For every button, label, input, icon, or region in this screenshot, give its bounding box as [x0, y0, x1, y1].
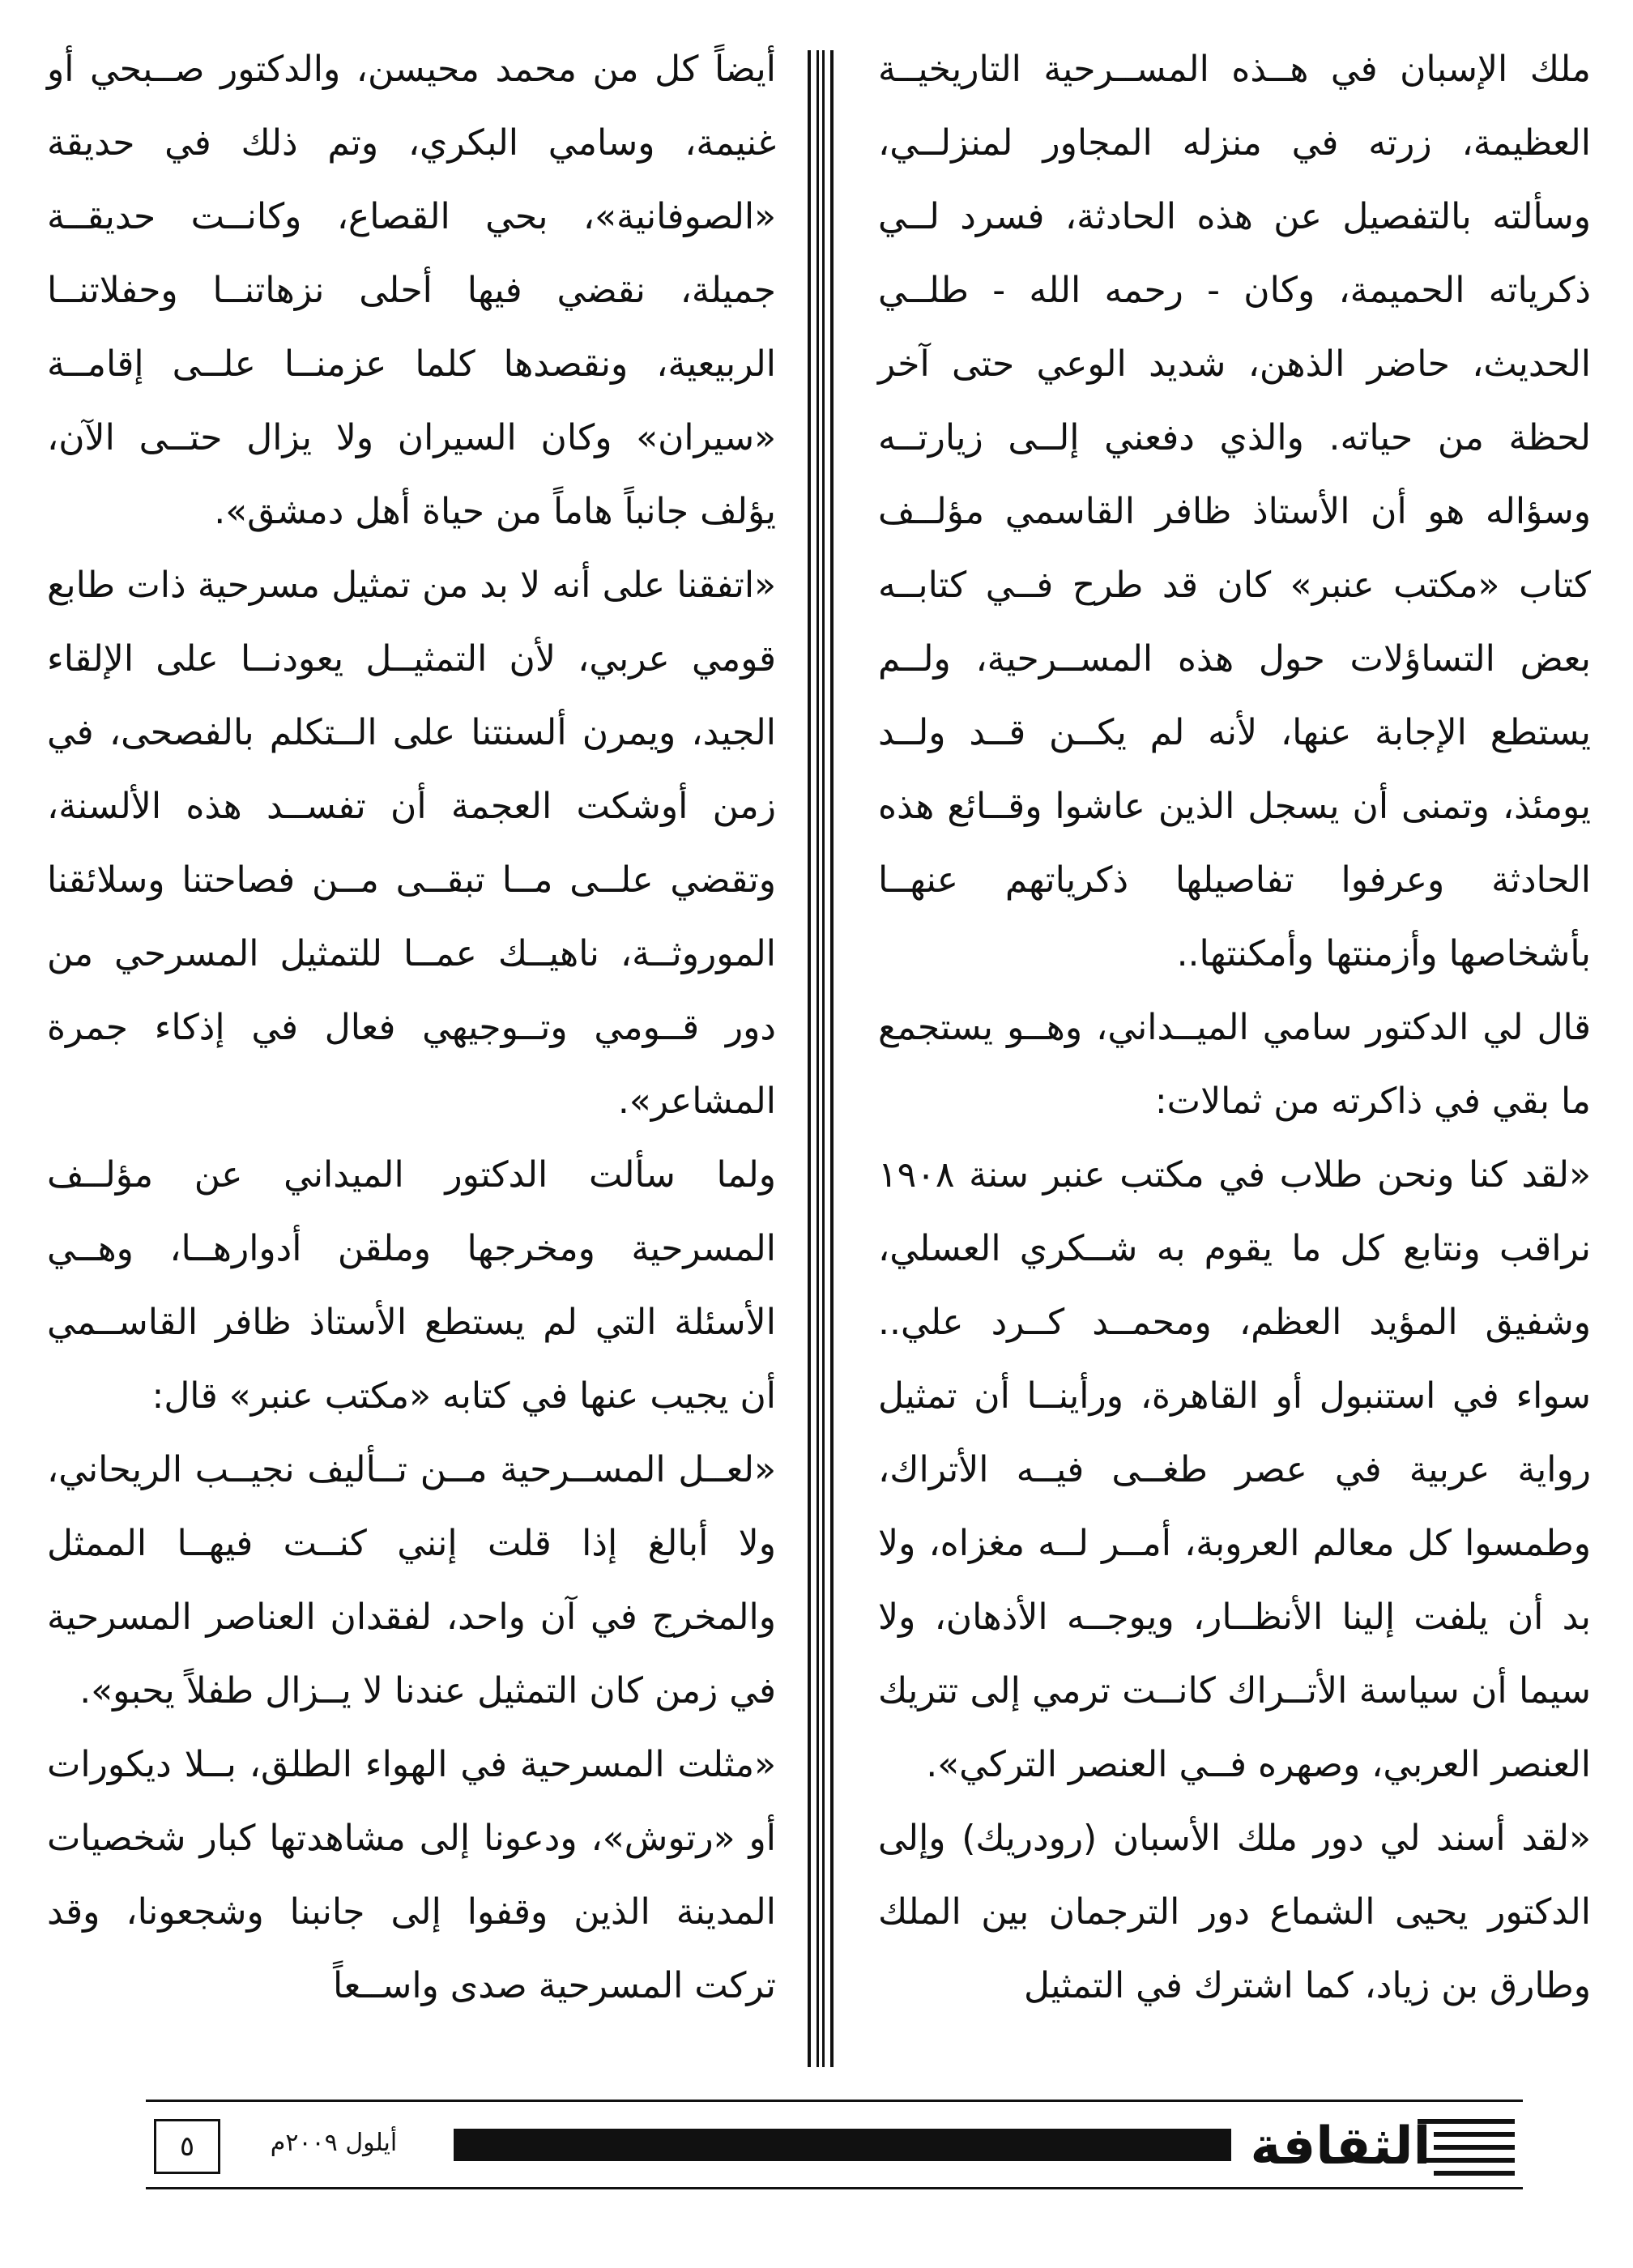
- footer-black-bar: [454, 2129, 1231, 2161]
- divider-double-line: [816, 50, 825, 2067]
- footer-rule: [146, 2100, 1523, 2102]
- text-column-left: [47, 32, 776, 2023]
- text-column-right: [878, 32, 1591, 2023]
- paragraph: ملك الإسبان في هــذه المســرحية التاريخيــة العظيمة، زرته في منزله المجاور لمنزلــي، وسألته بالتفصيل عن هذه الحادثة، فسرد لــي ذكرياته الحميمة، وكان - رحمه الله - طلــي الحديث، حاضر الذهن، شديد الوعي حتى آخر لحظة من حياته. والذي دفعني إلــى زيارتــه وسؤاله هو أن الأستاذ ظافر القاسمي مؤلــف كتاب «مكتب عنبر» كان قد طرح فــي كتابــه بعض التساؤلات حول هذه المســرحية، ولــم يستطع الإجابة عنها، لأنه لم يكــن قــد ولــد يومئذ، وتمنى أن يسجل الذين عاشوا وقــائع هذه الحادثة وعرفوا تفاصيلها ذكرياتهم عنهــا بأشخاصها وأزمنتها وأمكنتها..: [878, 49, 1591, 974]
- page-footer: [146, 2100, 1523, 2197]
- magazine-logo-text: الثقافة: [1250, 2117, 1431, 2176]
- paragraph: أيضاً كل من محمد محيسن، والدكتور صــبحي أو غنيمة، وسامي البكري، وتم ذلك في حديقة «الصوفانية»، بحي القصاع، وكانــت حديقــة جميلة، نقضي فيها أحلى نزهاتنــا وحفلاتنــا الربيعية، ونقصدها كلما عزمنــا علــى إقامــة «سيران» وكان السيران ولا يزال حتــى الآن، يؤلف جانباً هاماً من حياة أهل دمشق».: [47, 49, 776, 532]
- issue-date: أيلول ٢٠٠٩م: [270, 2129, 398, 2157]
- paragraph: «لقد أسند لي دور ملك الأسبان (رودريك) وإلى الدكتور يحيى الشماع دور الترجمان بين الملك وطارق بن زياد، كما اشترك في التمثيل: [878, 1818, 1591, 2006]
- footer-rule: [146, 2187, 1523, 2189]
- page-number: ٥: [154, 2119, 220, 2174]
- paragraph: قال لي الدكتور سامي الميــداني، وهــو يستجمع ما بقي في ذاكرته من ثمالات:: [878, 1007, 1591, 1122]
- paragraph: «مثلت المسرحية في الهواء الطلق، بــلا ديكورات أو «رتوش»، ودعونا إلى مشاهدتها كبار شخصيات المدينة الذين وقفوا إلى جانبنا وشجعونا، وقد تركت المسرحية صدى واســعاً: [47, 1744, 776, 2006]
- column-divider: [806, 50, 838, 2067]
- divider-line: [830, 50, 834, 2067]
- masthead-logo: [1239, 2108, 1515, 2185]
- paragraph: ولما سألت الدكتور الميداني عن مؤلــف المسرحية ومخرجها وملقن أدوارهــا، وهــي الأسئلة التي لم يستطع الأستاذ ظافر القاســمي أن يجيب عنها في كتابه «مكتب عنبر» قال:: [47, 1154, 776, 1417]
- divider-line: [808, 50, 811, 2067]
- paragraph: «اتفقنا على أنه لا بد من تمثيل مسرحية ذات طابع قومي عربي، لأن التمثيــل يعودنــا على الإلقاء الجيد، ويمرن ألسنتنا على الــتكلم بالفصحى، في زمن أوشكت العجمة أن تفســد هذه الألسنة، وتقضي علــى مــا تبقــى مــن فصاحتنا وسلائقنا الموروثــة، ناهيــك عمــا للتمثيل المسرحي من دور قــومي وتــوجيهي فعال في إذكاء جمرة المشاعر».: [47, 565, 776, 1122]
- paragraph: «لقد كنا ونحن طلاب في مكتب عنبر سنة ١٩٠٨ نراقب ونتابع كل ما يقوم به شــكري العسلي، وشفيق المؤيد العظم، ومحمــد كــرد علي.. سواء في استنبول أو القاهرة، ورأينــا أن تمثيل رواية عربية في عصر طغــى فيــه الأتراك، وطمسوا كل معالم العروبة، أمــر لــه مغزاه، ولا بد أن يلفت إلينا الأنظــار، ويوجــه الأذهان، ولا سيما أن سياسة الأتــراك كانــت ترمي إلى تتريك العنصر العربي، وصهره فــي العنصر التركي».: [878, 1154, 1591, 1785]
- paragraph: «لعــل المســرحية مــن تــأليف نجيــب الريحاني، ولا أبالغ إذا قلت إنني كنــت فيهــا الممثل والمخرج في آن واحد، لفقدان العناصر المسرحية في زمن كان التمثيل عندنا لا يــزال طفلاً يحبو».: [47, 1449, 776, 1712]
